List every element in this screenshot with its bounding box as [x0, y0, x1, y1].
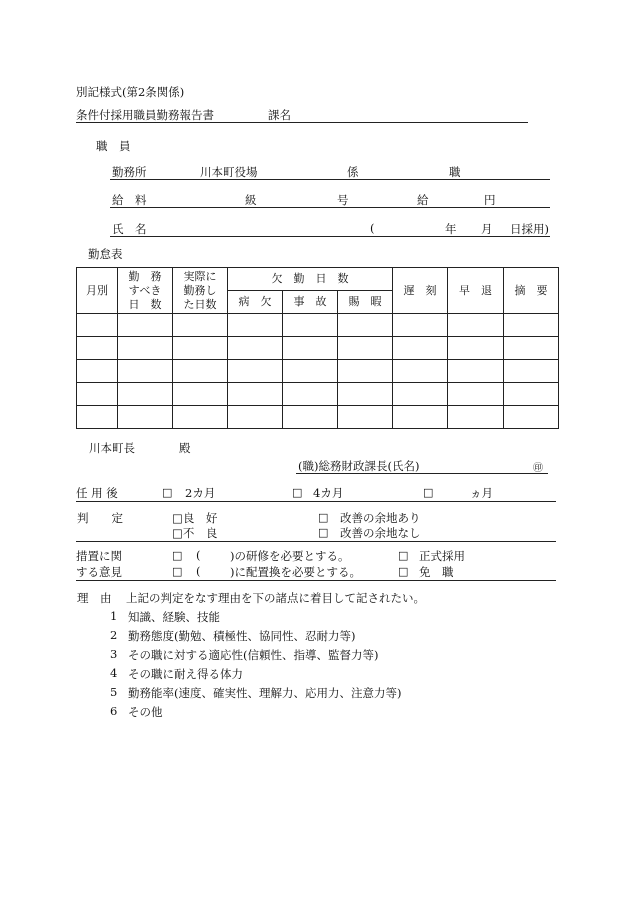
section-label: 課名 — [268, 108, 291, 122]
table-cell[interactable] — [77, 406, 118, 429]
table-cell[interactable] — [448, 406, 504, 429]
table-cell[interactable] — [77, 314, 118, 337]
col-notes-header: 摘 要 — [504, 268, 559, 314]
judgment-good[interactable]: □良 好 — [172, 511, 218, 525]
col-actual-days-header: 実際に 勤務し た日数 — [173, 268, 228, 314]
table-cell[interactable] — [77, 337, 118, 360]
unit-label: 係 — [347, 165, 359, 179]
table-cell[interactable] — [283, 314, 338, 337]
judgment-underline — [76, 541, 556, 542]
measures-label-2: する意見 — [76, 565, 122, 579]
reason-item-num: 6 — [110, 704, 118, 718]
table-cell[interactable] — [504, 337, 559, 360]
table-cell[interactable] — [504, 360, 559, 383]
workplace-underline — [110, 179, 550, 180]
checkbox-formal-hire[interactable]: □ — [398, 549, 409, 562]
checkbox-reassign[interactable]: □ — [172, 565, 183, 578]
col-required-days-header: 勤 務 すべき 日 数 — [118, 268, 173, 314]
table-cell[interactable] — [393, 383, 448, 406]
addressee-honorific: 殿 — [179, 441, 191, 455]
reason-item-num: 5 — [110, 685, 118, 699]
improve-yes-label: 改善の余地あり — [340, 511, 421, 525]
checkbox-dismiss[interactable]: □ — [398, 565, 409, 578]
judgment-label: 判 定 — [77, 511, 123, 525]
table-cell[interactable] — [173, 406, 228, 429]
position-label: 職 — [449, 165, 461, 179]
reason-intro: 上記の判定をなす理由を下の諸点に着目して記されたい。 — [126, 591, 425, 605]
table-cell[interactable] — [504, 314, 559, 337]
table-cell[interactable] — [118, 406, 173, 429]
attendance-heading: 勤怠表 — [88, 247, 123, 261]
workplace-label: 勤務所 — [112, 165, 147, 179]
option-4-months: 4カ月 — [313, 486, 344, 500]
col-early-header: 早 退 — [448, 268, 504, 314]
reason-item-text: その職に対する適応性(信頼性、指導、監督力等) — [128, 648, 379, 662]
sub-personal-header: 事 故 — [283, 291, 338, 314]
table-row — [77, 314, 559, 337]
sub-leave-header: 賜 暇 — [338, 291, 393, 314]
table-cell[interactable] — [448, 383, 504, 406]
table-cell[interactable] — [228, 314, 283, 337]
reason-item-text: 勤務態度(勤勉、積極性、協同性、忍耐力等) — [128, 629, 356, 643]
table-cell[interactable] — [338, 383, 393, 406]
table-row — [77, 337, 559, 360]
step-label: 号 — [337, 193, 349, 207]
option-custom-months: ヵ月 — [470, 486, 493, 500]
reason-item-text: 勤務能率(速度、確実性、理解力、応用力、注意力等) — [128, 686, 402, 700]
table-cell[interactable] — [283, 360, 338, 383]
checkbox-improve-no[interactable]: □ — [318, 526, 329, 539]
reason-item-text: 知識、経験、技能 — [128, 610, 220, 624]
month-label: 月 — [481, 222, 493, 236]
checkbox-custom-months[interactable]: □ — [423, 486, 434, 499]
reason-item-num: 2 — [110, 628, 118, 642]
attendance-table — [76, 267, 559, 429]
table-cell[interactable] — [228, 383, 283, 406]
salary-label: 給 料 — [112, 193, 147, 207]
table-row — [77, 360, 559, 383]
table-cell[interactable] — [173, 337, 228, 360]
reason-label: 理 由 — [77, 591, 112, 605]
formal-hire-label: 正式採用 — [419, 549, 465, 563]
salary-underline — [110, 207, 550, 208]
table-cell[interactable] — [283, 383, 338, 406]
sub-sick-header: 病 欠 — [228, 291, 283, 314]
year-label: 年 — [445, 222, 457, 236]
table-cell[interactable] — [448, 337, 504, 360]
checkbox-training[interactable]: □ — [172, 549, 183, 562]
training-paren-open: ( — [196, 548, 201, 562]
option-2-months: 2カ月 — [185, 486, 216, 500]
table-cell[interactable] — [338, 406, 393, 429]
table-cell[interactable] — [77, 383, 118, 406]
reason-item-num: 1 — [110, 609, 118, 623]
table-cell[interactable] — [228, 406, 283, 429]
employee-heading: 職 員 — [96, 139, 131, 153]
table-cell[interactable] — [393, 314, 448, 337]
title-underline — [76, 122, 528, 123]
form-title: 条件付採用職員勤務報告書 — [76, 108, 214, 122]
table-cell[interactable] — [393, 337, 448, 360]
col-absence-header: 欠 勤 日 数 — [228, 268, 393, 291]
table-cell[interactable] — [118, 383, 173, 406]
table-cell[interactable] — [283, 337, 338, 360]
form-number: 別記様式(第2条関係) — [76, 85, 185, 99]
judgment-bad[interactable]: □不 良 — [172, 526, 218, 540]
dismiss-label: 免 職 — [419, 565, 454, 579]
table-cell[interactable] — [393, 406, 448, 429]
table-cell[interactable] — [118, 360, 173, 383]
reassign-paren-open: ( — [196, 564, 201, 578]
reason-item-num: 3 — [110, 647, 118, 661]
reason-item-text: その他 — [128, 705, 163, 719]
yen-label: 円 — [484, 193, 496, 207]
pay-label: 給 — [417, 193, 429, 207]
workplace-value: 川本町役場 — [200, 165, 258, 179]
table-cell[interactable] — [338, 337, 393, 360]
table-row — [77, 383, 559, 406]
table-cell[interactable] — [393, 360, 448, 383]
appointment-underline — [76, 501, 556, 502]
reporter-title: (職)総務財政課長(氏名) — [298, 459, 420, 473]
table-cell[interactable] — [77, 360, 118, 383]
improve-no-label: 改善の余地なし — [340, 526, 421, 540]
table-cell[interactable] — [448, 314, 504, 337]
appointment-label: 任 用 後 — [76, 486, 118, 500]
col-late-header: 遅 刻 — [393, 268, 448, 314]
table-cell[interactable] — [173, 360, 228, 383]
col-month-header: 月別 — [77, 268, 118, 314]
addressee-to: 川本町長 — [89, 441, 135, 455]
measures-label-1: 措置に関 — [76, 549, 122, 563]
checkbox-2-months[interactable]: □ — [162, 486, 173, 499]
name-underline — [110, 236, 550, 237]
table-cell[interactable] — [173, 314, 228, 337]
measures-underline — [76, 580, 556, 581]
table-cell[interactable] — [283, 406, 338, 429]
table-row — [77, 406, 559, 429]
hired-label: 日採用) — [510, 222, 549, 236]
name-label: 氏 名 — [112, 222, 147, 236]
seal-mark: ㊞ — [533, 463, 543, 474]
table-cell[interactable] — [173, 383, 228, 406]
table-cell[interactable] — [118, 314, 173, 337]
table-cell[interactable] — [504, 406, 559, 429]
reason-item-num: 4 — [110, 666, 118, 680]
table-cell[interactable] — [228, 337, 283, 360]
table-cell[interactable] — [118, 337, 173, 360]
table-cell[interactable] — [338, 360, 393, 383]
table-cell[interactable] — [448, 360, 504, 383]
table-cell[interactable] — [228, 360, 283, 383]
table-cell[interactable] — [338, 314, 393, 337]
training-text: )の研修を必要とする。 — [230, 549, 350, 563]
reason-item-text: その職に耐え得る体力 — [128, 667, 243, 681]
table-cell[interactable] — [504, 383, 559, 406]
reporter-underline — [296, 473, 548, 474]
checkbox-4-months[interactable]: □ — [292, 486, 303, 499]
checkbox-improve-yes[interactable]: □ — [318, 511, 329, 524]
reassign-text: )に配置換を必要とする。 — [230, 565, 361, 579]
grade-label: 級 — [245, 193, 257, 207]
hire-open-paren: ( — [370, 221, 375, 235]
